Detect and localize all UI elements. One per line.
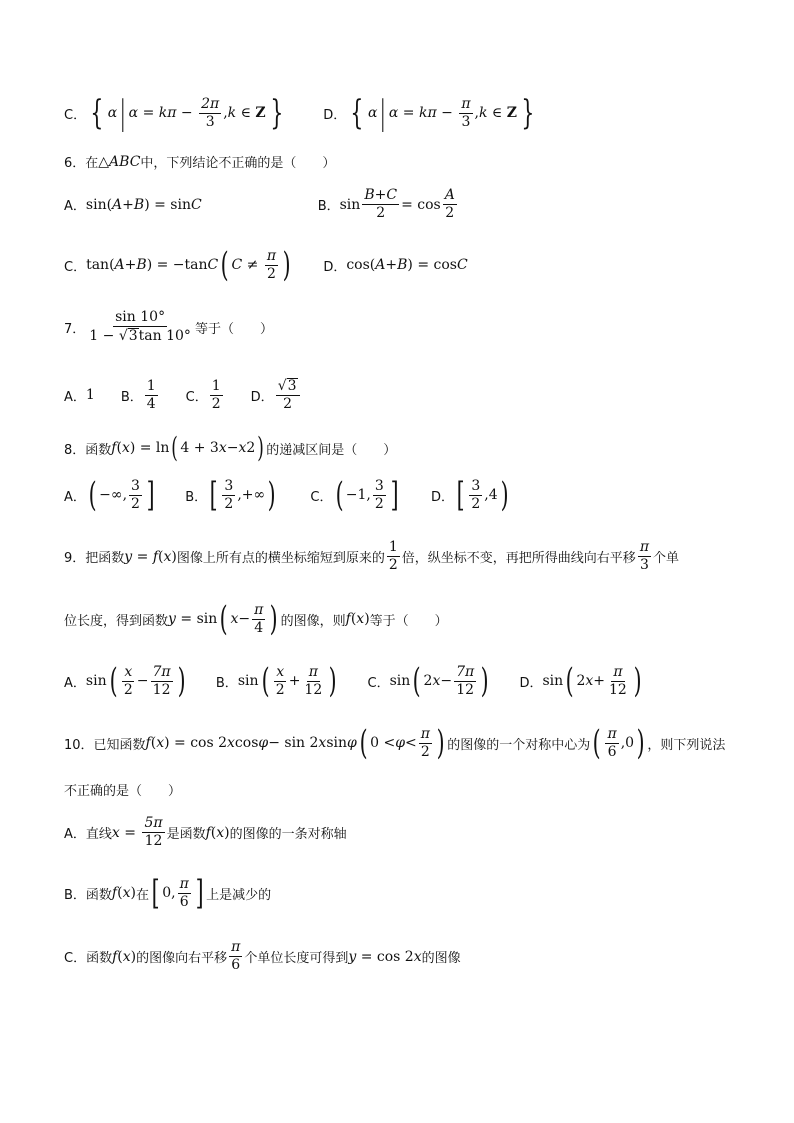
q10-option-c-shift: $\frac{\pi}{6}$ (231, 939, 241, 973)
q9-option-c-label: C． (367, 675, 390, 691)
q10-stem-line2 (64, 780, 181, 799)
q7-option-c: $\frac{1}{2}$ (211, 377, 221, 412)
q9-option-a: sin ( $\frac{x}{2}$ − $\frac{7\pi}{12}$ ) (85, 661, 186, 701)
q10-option-b-f: f(x) (111, 885, 136, 901)
q9-text-5: 位长度，得到函数 (64, 613, 169, 629)
q9-text-4: 个单 (653, 551, 680, 566)
q9-half: $\frac{1}{2}$ (388, 539, 398, 573)
q6-number: 6．在 (64, 156, 99, 171)
q9-options (64, 661, 644, 701)
q10-option-c-label: C．函数 (64, 951, 113, 966)
q7-option-a: 1 (85, 387, 95, 403)
q10-option-a-expr: x = $\frac{5\pi}{12}$ (111, 815, 163, 849)
q8-option-b: [ $\frac{3}{2}$ ,+∞ ) (209, 475, 276, 515)
q6-option-b-expr: sin $\frac{B+C}{2}$ = cos $\frac{A}{2}$ (339, 187, 455, 221)
q10-text-3: ，则下列说法 (647, 737, 726, 753)
q6-option-a-label: A． (64, 199, 86, 214)
q8-stem-text: 的递减区间是（ ） (266, 442, 397, 458)
q5-option-c-label: C． (64, 107, 87, 123)
q9-option-b-label: B． (215, 675, 238, 691)
q6-triangle: △ABC (98, 153, 141, 170)
q9-number: 9．把函数 (64, 551, 125, 566)
q10-option-b-interval: [ 0, $\frac{\pi}{6}$ ] (151, 873, 204, 913)
q10-option-b-text-2: 上是减少的 (206, 887, 272, 903)
q10-option-c-text: 的图像向右平移 (136, 951, 228, 966)
q7-stem-text: 等于（ ） (194, 321, 273, 337)
q9-stem-line1 (64, 540, 679, 573)
q8-number: 8．函数 (64, 442, 112, 458)
q9-f3: f(x) (345, 611, 370, 627)
q6-option-d-expr: cos(A+B) = cosC (346, 257, 468, 273)
q7-option-b-label: B． (120, 389, 143, 405)
q6-option-c-label: C． (64, 259, 87, 275)
q6-option-a-expr: sin(A+B) = sinC (85, 196, 202, 213)
q6-stem (64, 152, 335, 171)
q9-f1: y = f(x) (124, 548, 177, 565)
q10-option-a-label: A．直线 (64, 827, 112, 842)
q6-option-row-cd (64, 245, 468, 285)
q9-option-d: sin ( 2 x + $\frac{\pi}{12}$ ) (542, 661, 642, 701)
q7-option-d-label: D． (250, 389, 274, 405)
q6-option-d-label: D． (323, 259, 347, 275)
q9-text-7: 等于（ ） (369, 613, 448, 629)
q10-option-b (64, 873, 272, 913)
q8-option-a-label: A． (64, 489, 86, 505)
q10-option-a-text: 是函数 (166, 827, 206, 842)
q7-options (64, 378, 302, 412)
q7-expr: sin 10° 1 − √ 3 tan 10° (89, 309, 191, 344)
q8-expr: f ( x ) = ln ( 4 + 3 x − x 2 ) (111, 431, 265, 464)
q9-f2: y = sin ( x − $\frac{\pi}{4}$ ) (168, 599, 278, 639)
q7-option-d: √ 3 2 (276, 378, 300, 412)
q10-option-c (64, 940, 461, 973)
q8-option-d: [ $\frac{3}{2}$ ,4 ) (456, 475, 509, 515)
q9-option-b: sin ( $\frac{x}{2}$ + $\frac{\pi}{12}$ ) (237, 661, 337, 701)
q7-option-c-label: C． (185, 389, 208, 405)
q5-option-row (64, 93, 539, 133)
q6-option-b-label: B． (317, 199, 340, 214)
q10-option-b-label: B．函数 (64, 887, 112, 903)
q10-text-4: 不正确的是（ ） (64, 784, 182, 799)
q10-option-c-g: y = cos 2x (348, 948, 422, 965)
q9-text-3: 倍，纵坐标不变，再把所得曲线向右平移 (401, 551, 636, 566)
q8-option-c-label: C． (310, 489, 333, 505)
q10-center: ( $\frac{\pi}{6}$ ,0 ) (592, 723, 645, 763)
q9-option-a-label: A． (64, 675, 86, 691)
q10-option-a (64, 816, 347, 849)
q7-option-a-label: A． (64, 389, 86, 405)
q10-option-c-text-3: 的图像 (421, 951, 461, 966)
q9-shift: $\frac{\pi}{3}$ (639, 539, 650, 573)
q5-option-d-expr: { α | α = kπ − $\frac{\pi}{3}$ , k ∈ Z } (350, 93, 535, 133)
q9-option-d-label: D． (519, 675, 543, 691)
q10-option-a-text-2: 的图像的一条对称轴 (229, 827, 347, 842)
q7-stem (64, 310, 273, 344)
q9-stem-line2 (64, 599, 448, 639)
q10-option-a-f: f(x) (205, 824, 230, 841)
q9-text-6: 的图像，则 (280, 613, 346, 629)
q5-option-d-label: D． (323, 107, 347, 123)
q6-stem-text: 中，下列结论不正确的是（ ） (140, 156, 336, 171)
q7-number: 7． (64, 321, 86, 337)
q8-option-a: ( −∞, $\frac{3}{2}$ ] (88, 475, 155, 515)
q6-option-c-expr: tan(A+B) = −tanC ( C ≠ $\frac{\pi}{2}$ ) (86, 245, 291, 285)
q9-option-c: sin ( 2 x − $\frac{7\pi}{12}$ ) (389, 661, 489, 701)
q9-text-2: 图像上所有点的横坐标缩短到原来的 (176, 551, 385, 566)
q10-number: 10．已知函数 (64, 737, 146, 753)
q8-option-b-label: B． (185, 489, 208, 505)
q5-option-c-expr: { α | α = kπ − $\frac{2\pi}{3}$ , k ∈ Z } (90, 93, 283, 133)
q10-f1: f ( x ) = cos 2 x cos φ − sin 2 x sin φ ( 0 < φ < $\frac{\pi}{2}$ ) (145, 723, 445, 763)
q10-option-b-text: 在 (135, 887, 149, 903)
q8-options (64, 475, 511, 515)
q10-text-2: 的图像的一个对称中心为 (447, 737, 591, 753)
q10-stem-line1 (64, 723, 726, 763)
q8-stem (64, 431, 397, 464)
q8-option-d-label: D． (431, 489, 455, 505)
q6-option-row-ab (64, 188, 459, 221)
q7-option-b: $\frac{1}{4}$ (146, 377, 156, 412)
q10-option-c-f: f(x) (112, 948, 137, 965)
q8-option-c: ( −1, $\frac{3}{2}$ ] (335, 475, 399, 515)
q10-option-c-text-2: 个单位长度可得到 (244, 951, 349, 966)
